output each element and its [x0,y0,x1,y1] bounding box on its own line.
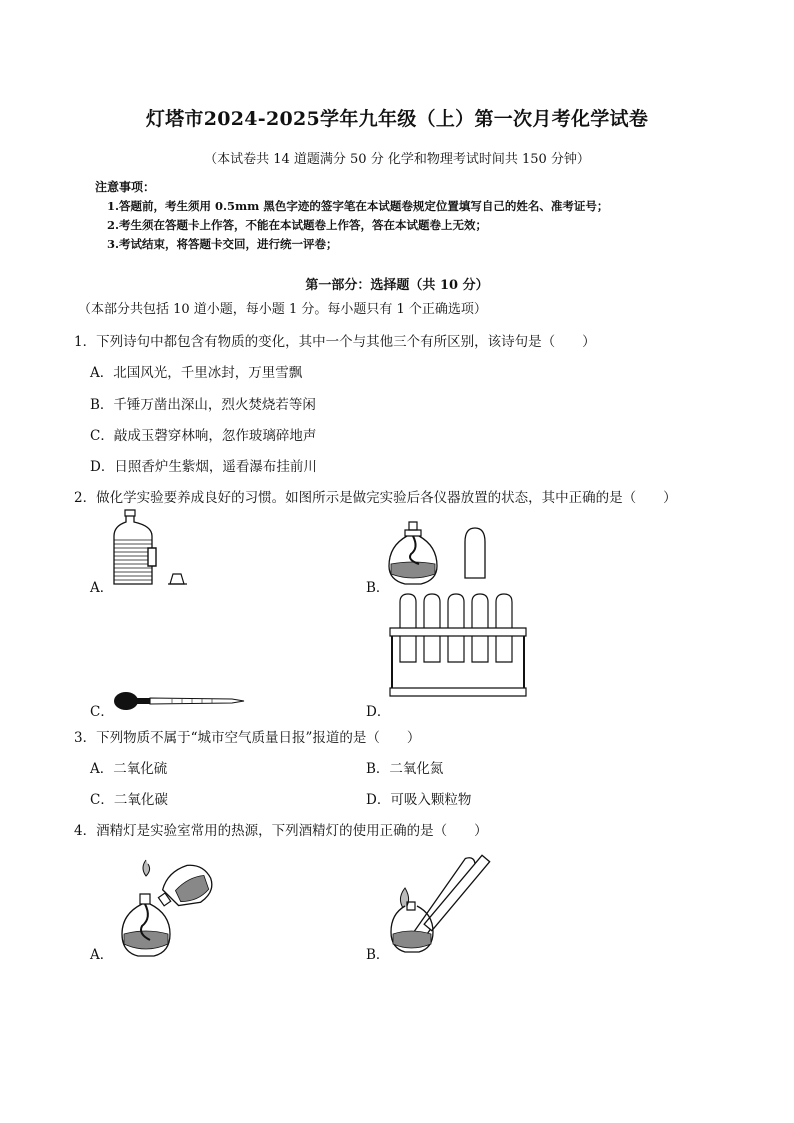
lamp-lit-by-lamp-figure [112,856,222,962]
question-4-stem: 4．酒精灯是实验室常用的热源，下列酒精灯的使用正确的是（ ） [74,823,488,839]
section-note: （本部分共包括 10 道小题，每小题 1 分。每小题只有 1 个正确选项） [78,302,487,317]
question-1-stem: 1．下列诗句中都包含有物质的变化，其中一个与其他三个有所区别，该诗句是（ ） [74,334,596,350]
question-2-option-a: A． [90,580,114,596]
reagent-bottle-figure [110,508,195,588]
alcohol-lamp-uncapped-figure [385,522,495,587]
section-title: 第一部分：选择题（共 10 分） [305,278,489,293]
dropper-figure [112,690,252,712]
question-2-stem: 2．做化学实验要养成良好的习惯。如图所示是做完实验后各仪器放置的状态，其中正确的是（ ） [74,490,677,506]
question-2-option-b: B． [366,580,390,596]
question-4-option-b: B． [366,947,390,963]
question-3-stem: 3．下列物质不属于“城市空气质量日报”报道的是（ ） [74,730,421,746]
question-3-option-a: A．二氧化硫 [90,761,168,777]
notice-item: 3.考试结束，将答题卡交回，进行统一评卷； [107,237,338,251]
notice-item: 2.考生须在答题卡上作答，不能在本试题卷上作答，答在本试题卷上无效； [107,218,488,232]
heating-test-tube-figure [385,848,500,960]
question-3-option-b: B．二氧化氮 [366,761,444,777]
exam-info: （本试卷共 14 道题满分 50 分 化学和物理考试时间共 150 分钟） [204,152,590,167]
question-2-option-c: C． [90,704,114,720]
question-2-option-d: D． [366,704,391,720]
notice-heading: 注意事项： [95,180,156,194]
question-3-option-d: D．可吸入颗粒物 [366,792,472,808]
question-1-option-a: A．北国风光，千里冰封，万里雪飘 [90,365,303,381]
test-tube-rack-figure [388,592,528,702]
notice-item: 1.答题前，考生须用 0.5mm 黑色字迹的签字笔在本试题卷规定位置填写自己的姓名、准考证号； [107,199,609,213]
question-1-option-b: B．千锤万凿出深山，烈火焚烧若等闲 [90,397,316,413]
question-1-option-d: D．日照香炉生紫烟，遥看瀑布挂前川 [90,459,317,475]
question-1-option-c: C．敲成玉磬穿林响，忽作玻璃碎地声 [90,428,317,444]
question-4-option-a: A． [90,947,114,963]
question-3-option-c: C．二氧化碳 [90,792,168,808]
page-title: 灯塔市2024-2025学年九年级（上）第一次月考化学试卷 [145,108,649,130]
